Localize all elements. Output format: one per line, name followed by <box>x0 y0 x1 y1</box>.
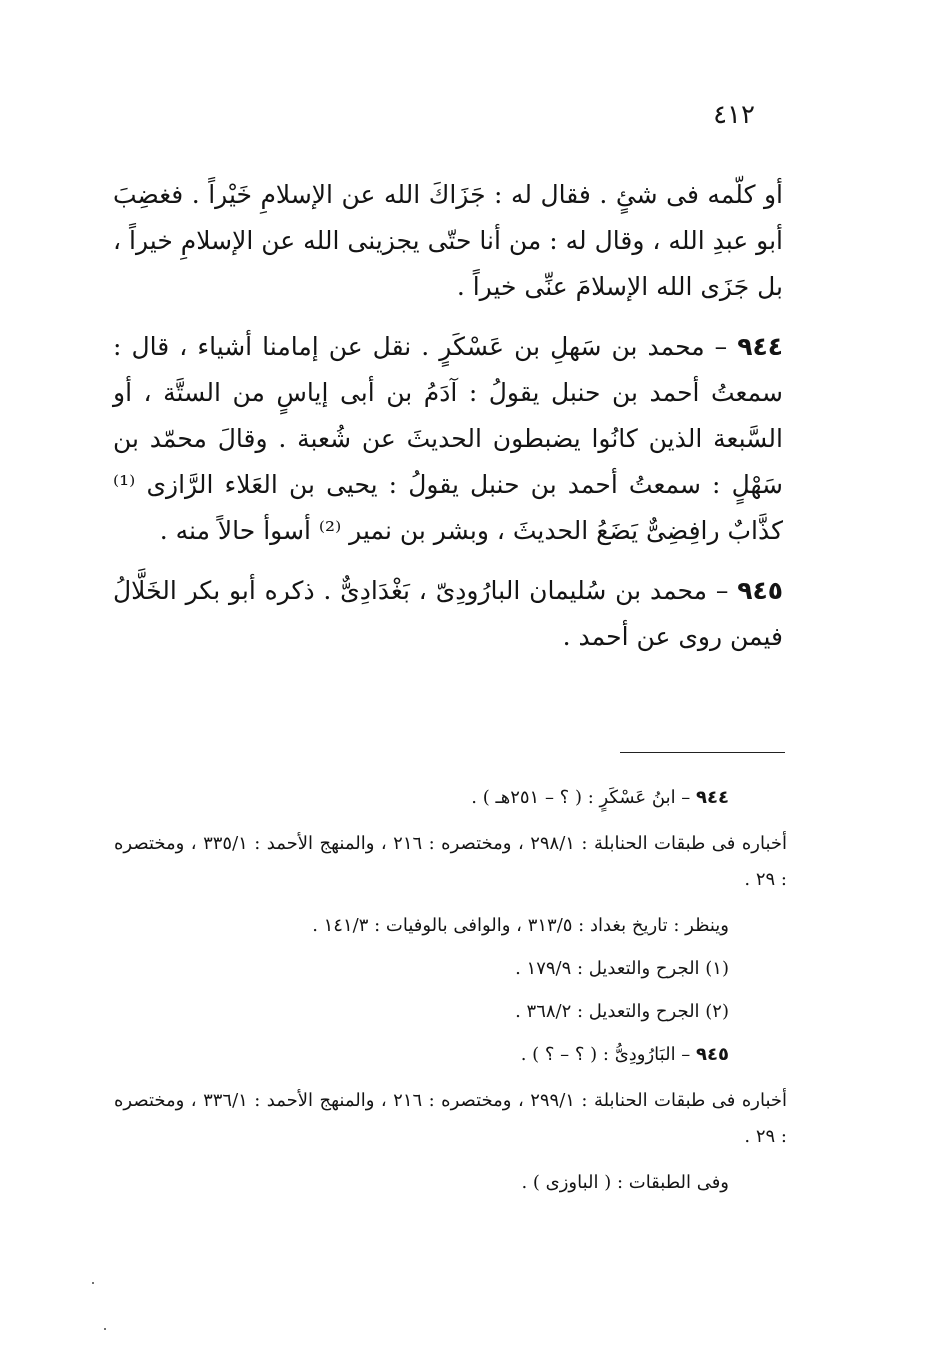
footnote-entry-number: ٩٤٤ <box>696 787 729 808</box>
footnote-entry-number: ٩٤٥ <box>696 1044 729 1065</box>
footnote-1: (١) الجرح والتعديل : ١٧٩/٩ . <box>515 958 729 979</box>
paragraph-continuation <box>113 172 783 310</box>
footnotes-section <box>114 783 788 1211</box>
entry-text: – محمد بن سُليمان البارُودِىّ ، بَغْدَادِىٌّ . ذكره أبو بكر الخَلَّالُ فيمن روى عن أحمد . <box>113 576 783 651</box>
main-text-body <box>113 172 783 674</box>
footnote-944-heading <box>114 783 729 813</box>
scan-speck <box>104 1328 106 1330</box>
footnote-945-note: وفى الطبقات : ( الباوزى ) . <box>521 1172 729 1193</box>
footnote-944-see-also: وينظر : تاريخ بغداد : ٣١٣/٥ ، والوافى بالوفيات : ١٤١/٣ . <box>312 915 729 936</box>
entry-944 <box>113 324 783 554</box>
entry-number: ٩٤٥ <box>737 576 783 605</box>
footnote-945-sources: أخباره فى طبقات الحنابلة : ٢٩٩/١ ، ومختصره : ٢١٦ ، والمنهج الأحمد : ٣٣٦/١ ، ومختصره : ٢٩ . <box>114 1090 788 1147</box>
footnote-heading-text: – البَارُودِىُّ : ( ؟ – ؟ ) . <box>520 1044 697 1065</box>
paragraph-text: أو كلّمه فى شئٍ . فقال له : جَزَاكَ الله عن الإسلامِ خَيْراً . فغضِبَ أبو عبدِ الله ، وقال له : من أنا حتّى يجزينى الله عن الإسلامِ خيراً ، بل جَزَى الله الإسلامَ عنِّى خيراً . <box>113 180 783 301</box>
entry-945 <box>113 568 783 660</box>
page-number: ٤١٢ <box>713 100 755 130</box>
entry-text: – محمد بن سَهلِ بن عَسْكَرٍ . نقل عن إمامنا أشياء ، قال : سمعتُ أحمد بن حنبل يقولُ : آدَمُ بن أبى إياسٍ من الستَّة ، أو السَّبعة الذين كانُوا يضبطون الحديثَ عن شُعبة . وقالَ محمّد بن سَهْلٍ : سمعتُ أحمد بن حنبل يقولُ : يحيى بن العَلاء الرَّازى ⁽¹⁾ كذَّابٌ رافِضِىٌّ يَضَعُ الحديثَ ، وبشر بن نمير ⁽²⁾ أسوأ حالاً منه . <box>113 332 783 545</box>
footnote-945-heading <box>114 1040 729 1070</box>
footnote-944-sources: أخباره فى طبقات الحنابلة : ٢٩٨/١ ، ومختصره : ٢١٦ ، والمنهج الأحمد : ٣٣٥/١ ، ومختصره : ٢٩ . <box>114 833 788 890</box>
scan-speck <box>92 1282 94 1284</box>
entry-number: ٩٤٤ <box>737 332 783 361</box>
footnote-2: (٢) الجرح والتعديل : ٣٦٨/٢ . <box>515 1001 729 1022</box>
footnote-heading-text: – ابنُ عَسْكَرٍ : ( ؟ – ٢٥١هـ ) . <box>471 787 697 808</box>
footnote-separator <box>620 752 785 753</box>
